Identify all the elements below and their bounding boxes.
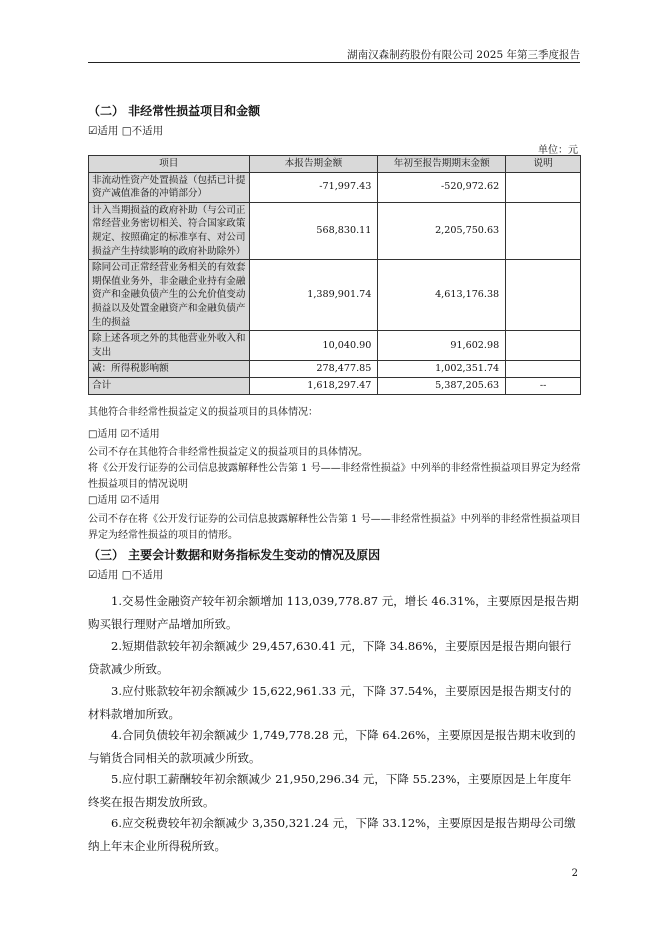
section2-title: （二） 非经常性损益项目和金额 <box>88 104 261 118</box>
nonrecurring-table <box>88 155 581 395</box>
row-ytd: -520,972.62 <box>378 172 506 202</box>
row-note <box>506 361 581 378</box>
page-header: 湖南汉森制药股份有限公司 2025 年第三季度报告 <box>347 49 580 61</box>
row-current: -71,997.43 <box>249 172 378 202</box>
unit-label: 单位：元 <box>538 145 578 156</box>
row-item: 除同公司正常经营业务相关的有效套期保值业务外，非金融企业持有金融资产和金融负债产生的公允价值变动损益以及处置金融资产和金融负债产生的损益 <box>89 260 250 331</box>
row-item: 计入当期损益的政府补助（与公司正常经营业务密切相关、符合国家政策规定、按照确定的标准享有、对公司损益产生持续影响的政府补助除外） <box>89 202 250 259</box>
other-items-label: 其他符合非经常性损益定义的损益项目的具体情况： <box>88 407 318 418</box>
change-item-5: 5.应付职工薪酬较年初余额减少 21,950,296.34 元，下降 55.23%，主要原因是上年度年终奖在报告期发放所致。 <box>88 772 572 809</box>
row-note <box>506 172 581 202</box>
row-ytd: 2,205,750.63 <box>378 202 506 259</box>
table-row <box>89 260 581 331</box>
other-items-text: 公司不存在其他符合非经常性损益定义的损益项目的具体情况。 <box>88 447 368 458</box>
change-item-2: 2.短期借款较年初余额减少 29,457,630.41 元，下降 34.86%，主要原因是报告期向银行贷款减少所致。 <box>88 639 572 676</box>
row-note: -- <box>506 377 581 394</box>
row-item: 减：所得税影响额 <box>89 361 250 378</box>
change-item-4: 4.合同负债较年初余额减少 1,749,778.28 元，下降 64.26%，主要原因是报告期末收到的与销货合同相关的款项减少所致。 <box>88 728 576 765</box>
header-divider <box>88 62 580 63</box>
table-row <box>89 361 581 378</box>
col-header-note: 说明 <box>506 156 581 173</box>
row-item: 合计 <box>89 377 250 394</box>
row-item: 除上述各项之外的其他营业外收入和支出 <box>89 331 250 361</box>
row-current: 278,477.85 <box>249 361 378 378</box>
row-ytd: 1,002,351.74 <box>378 361 506 378</box>
table-header-row <box>89 156 581 173</box>
row-item: 非流动性资产处置损益（包括已计提资产减值准备的冲销部分） <box>89 172 250 202</box>
defined-items-detail: 公司不存在将《公开发行证券的公司信息披露解释性公告第 1 号——非经常性损益》中列举的非经常性损益项目界定为经常性损益的项目的情形。 <box>88 514 581 541</box>
row-current: 568,830.11 <box>249 202 378 259</box>
other-items-applicability: □适用 ☑不适用 <box>88 429 160 440</box>
change-item-1: 1.交易性金融资产较年初余额增加 113,039,778.87 元，增长 46.31%，主要原因是报告期购买银行理财产品增加所致。 <box>88 594 579 631</box>
col-header-ytd: 年初至报告期期末金额 <box>378 156 506 173</box>
row-current: 1,389,901.74 <box>249 260 378 331</box>
table-row <box>89 202 581 259</box>
row-ytd: 5,387,205.63 <box>378 377 506 394</box>
row-note <box>506 331 581 361</box>
table-row <box>89 331 581 361</box>
page-number: 2 <box>571 868 578 879</box>
section3-applicability: ☑适用 □不适用 <box>88 569 164 581</box>
table-row-total <box>89 377 581 394</box>
col-header-item: 项目 <box>89 156 250 173</box>
section3-title: （三） 主要会计数据和财务指标发生变动的情况及原因 <box>88 548 381 562</box>
defined-items-applicability: □适用 ☑不适用 <box>88 495 160 506</box>
row-note <box>506 202 581 259</box>
change-item-3: 3.应付账款较年初余额减少 15,622,961.33 元，下降 37.54%，主要原因是报告期支付的材料款增加所致。 <box>88 684 572 721</box>
defined-items-text: 将《公开发行证券的公司信息披露解释性公告第 1 号——非经常性损益》中列举的非经常性损益项目界定为经常性损益项目的情况说明 <box>88 463 581 490</box>
col-header-current: 本报告期金额 <box>249 156 378 173</box>
row-current: 1,618,297.47 <box>249 377 378 394</box>
row-ytd: 91,602.98 <box>378 331 506 361</box>
table-row <box>89 172 581 202</box>
row-ytd: 4,613,176.38 <box>378 260 506 331</box>
row-note <box>506 260 581 331</box>
change-item-6: 6.应交税费较年初余额减少 3,350,321.24 元，下降 33.12%，主要原因是报告期母公司缴纳上年末企业所得税所致。 <box>88 816 576 853</box>
row-current: 10,040.90 <box>249 331 378 361</box>
section2-applicability: ☑适用 □不适用 <box>88 125 164 137</box>
